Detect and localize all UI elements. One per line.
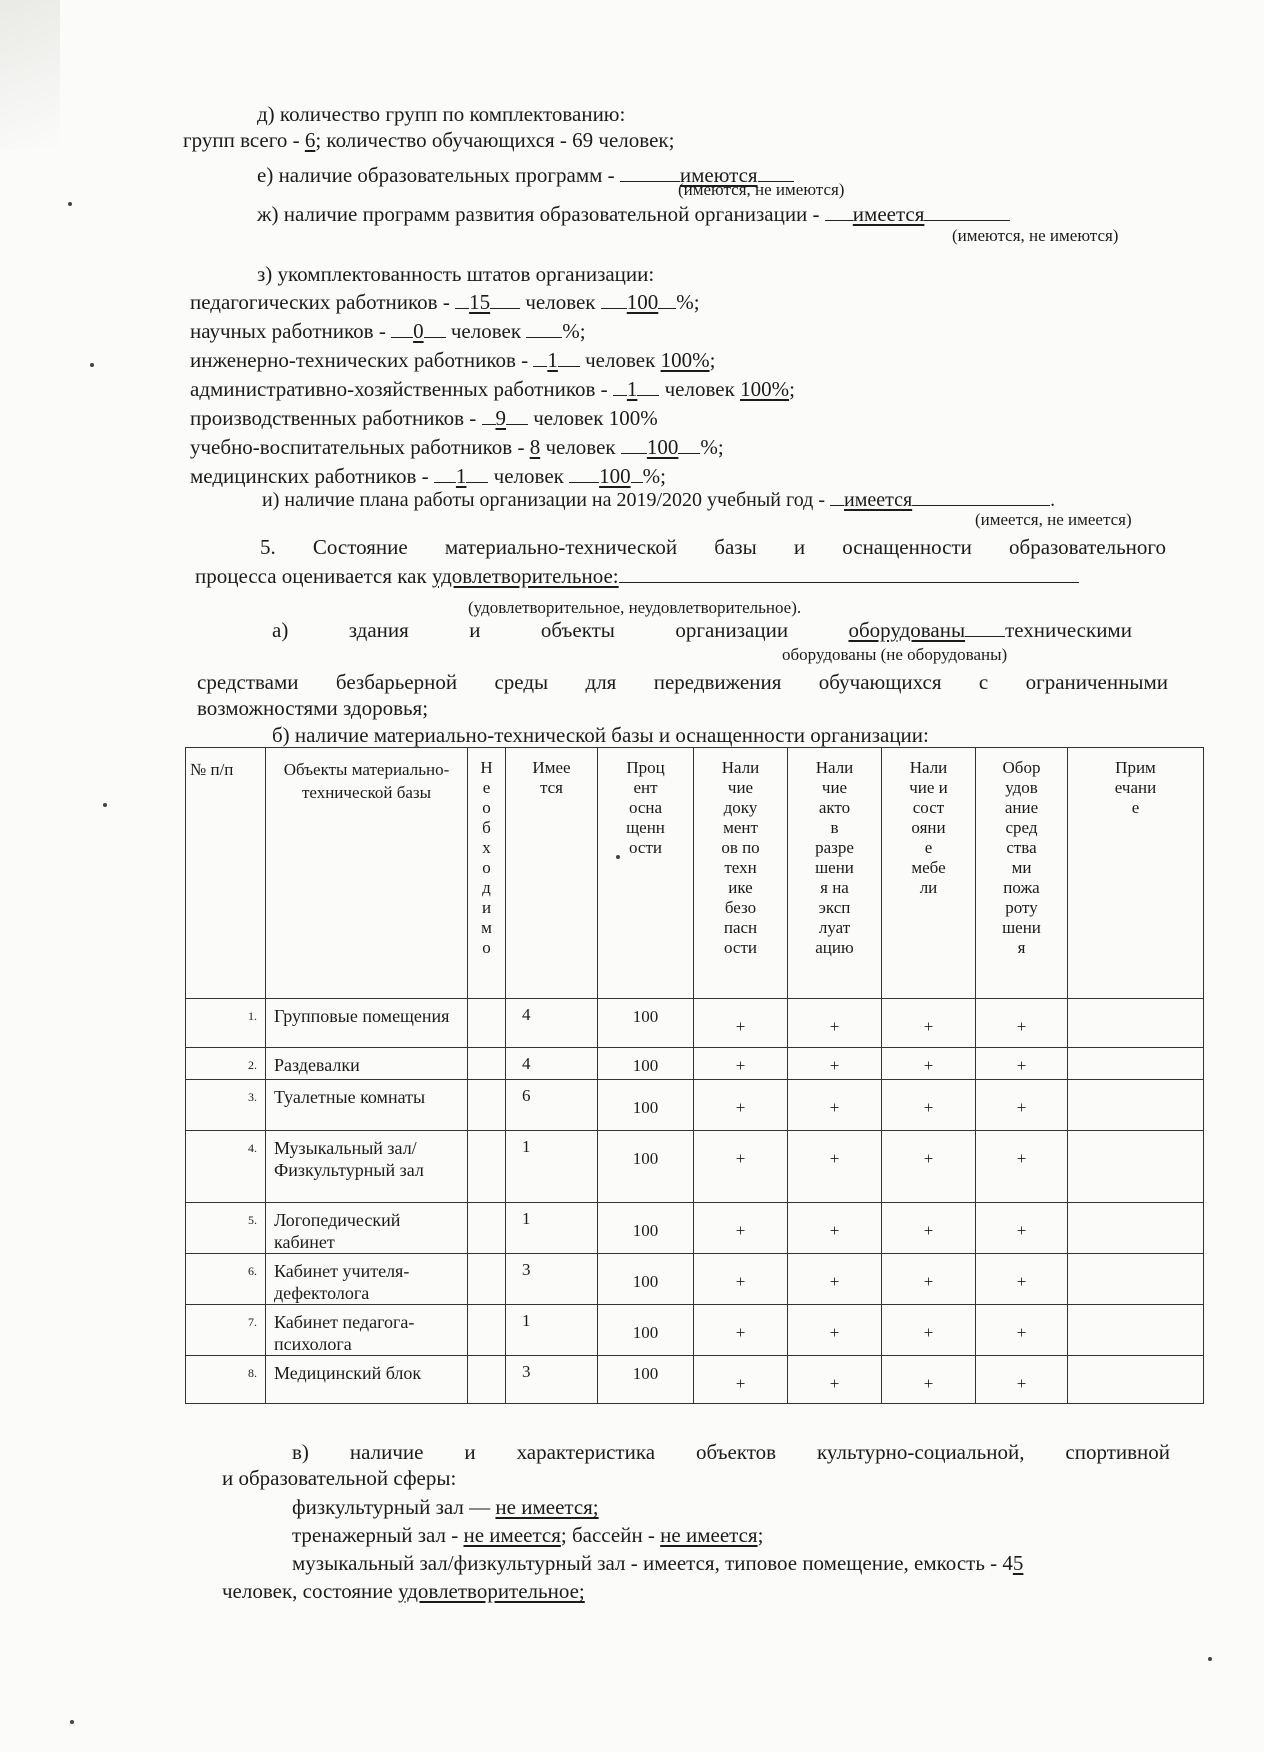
section5-heading-line2: процесса оценивается как удовлетворительное: — [195, 564, 1079, 588]
col-header-num: № п/п — [186, 748, 266, 999]
zh-development-hint: (имеются, не имеются) — [952, 226, 1119, 245]
mtb-table — [185, 747, 1204, 1404]
v-objects-line2: и образовательной сферы: — [222, 1466, 457, 1490]
v-fitness-value: не имеется; — [495, 1495, 599, 1519]
col-header-safety-docs: Нали чие доку мент ов по техн ике безо пасн ости — [694, 748, 788, 999]
v-fitness-line: физкультурный зал — не имеется; — [292, 1495, 599, 1519]
scan-speck — [68, 202, 72, 206]
i-plan-value: имеется — [843, 489, 913, 511]
z-staff-heading: з) укомплектованность штатов организации: — [257, 262, 655, 286]
a-equipped-hint: оборудованы (не оборудованы) — [782, 645, 1008, 664]
section5-heading-line1: 5. Состояние материально-технической базы и оснащенности образовательного — [260, 535, 1166, 559]
groups-total-value: 6 — [304, 128, 316, 152]
staff-row: научных работников - 0 человек %; — [190, 319, 586, 343]
v-pool-value: не имеется — [660, 1523, 758, 1547]
v-objects-line1: в) наличие и характеристика объектов культурно-социальной, спортивной — [292, 1440, 1170, 1464]
col-header-have: Имее тся — [506, 748, 598, 999]
e-programs-value: имеются — [679, 163, 758, 187]
section5-state-hint: (удовлетворительное, неудовлетворительное). — [468, 598, 802, 617]
table-row: 4. Музыкальный зал/Физкультурный зал 1 100 + + + + — [186, 1131, 1204, 1203]
scan-speck — [90, 363, 94, 367]
table-row: 1. Групповые помещения 4 100 + + + + — [186, 999, 1204, 1048]
v-music-hall-state-line: человек, состояние удовлетворительное; — [222, 1579, 585, 1603]
a-buildings-line: а) здания и объекты организации оборудованы техническими — [272, 618, 1132, 642]
scan-page-corner — [0, 0, 60, 150]
table-row: 5. Логопедический кабинет 1 100 + + + + — [186, 1203, 1204, 1254]
groups-total-line: групп всего - 6; количество обучающихся - 69 человек; — [183, 128, 675, 152]
staff-row: административно-хозяйственных работников - 1 человек 100%; — [190, 377, 795, 401]
zh-development-value: имеется — [852, 202, 925, 226]
scan-speck — [616, 855, 620, 859]
staff-row: педагогических работников - 15 человек 100 %; — [190, 290, 700, 314]
table-row: 3. Туалетные комнаты 6 100 + + + + — [186, 1080, 1204, 1131]
e-programs-hint: (имеются, не имеются) — [678, 180, 845, 199]
col-header-needed: Н е о б х о д и м о — [468, 748, 506, 999]
scan-speck — [103, 803, 107, 807]
d-groups-heading: д) количество групп по комплектованию: — [257, 102, 626, 126]
staff-row: производственных работников - 9 человек 100% — [190, 406, 658, 430]
col-header-fire: Обор удов ание сред ства ми пожа роту шени я — [976, 748, 1068, 999]
b-mtb-heading: б) наличие материально-технической базы и оснащенности организации: — [272, 723, 929, 747]
col-header-furniture: Нали чие и сост ояни е мебе ли — [882, 748, 976, 999]
a-barrier-free-line3: возможностями здоровья; — [197, 696, 429, 720]
table-row: 8. Медицинский блок 3 100 + + + + — [186, 1356, 1204, 1404]
table-header-row — [186, 748, 1204, 999]
i-plan-hint: (имеется, не имеется) — [975, 510, 1132, 529]
a-barrier-free-line: средствами безбарьерной среды для передвижения обучающихся с ограниченными — [197, 670, 1168, 694]
a-equipped-value: оборудованы — [848, 618, 966, 642]
col-header-acts: Нали чие акто в разре шени я на эксп луат ацию — [788, 748, 882, 999]
col-header-percent: Проц ент осна щенн ости — [598, 748, 694, 999]
table-row: 7. Кабинет педагога-психолога 1 100 + + + + — [186, 1305, 1204, 1356]
v-gym-value: не имеется — [463, 1523, 561, 1547]
i-plan-line: и) наличие плана работы организации на 2019/2020 учебный год - имеется . — [262, 489, 1056, 511]
table-row: 2. Раздевалки 4 100 + + + + — [186, 1048, 1204, 1080]
v-music-hall-state-value: удовлетворительное; — [398, 1579, 585, 1603]
col-header-object: Объекты материально-технической базы — [266, 748, 468, 999]
scan-speck — [70, 1720, 74, 1724]
section5-state-value: удовлетворительное: — [431, 564, 619, 588]
zh-development-line: ж) наличие программ развития образовательной организации - имеется — [257, 202, 1010, 226]
table-row: 6. Кабинет учителя-дефектолога 3 100 + + + + — [186, 1254, 1204, 1305]
v-music-hall-line: музыкальный зал/физкультурный зал - имеется, типовое помещение, емкость - 45 — [292, 1551, 1024, 1575]
staff-row: учебно-воспитательных работников - 8 человек 100 %; — [190, 435, 724, 459]
scan-speck — [1208, 1657, 1212, 1661]
v-gym-pool-line: тренажерный зал - не имеется; бассейн - не имеется; — [292, 1523, 764, 1547]
col-header-note: Прим ечани е — [1068, 748, 1204, 999]
staff-row: инженерно-технических работников - 1 человек 100%; — [190, 348, 716, 372]
e-programs-line: е) наличие образовательных программ - имеются — [257, 163, 794, 187]
staff-row: медицинских работников - 1 человек 100 %; — [190, 464, 666, 488]
